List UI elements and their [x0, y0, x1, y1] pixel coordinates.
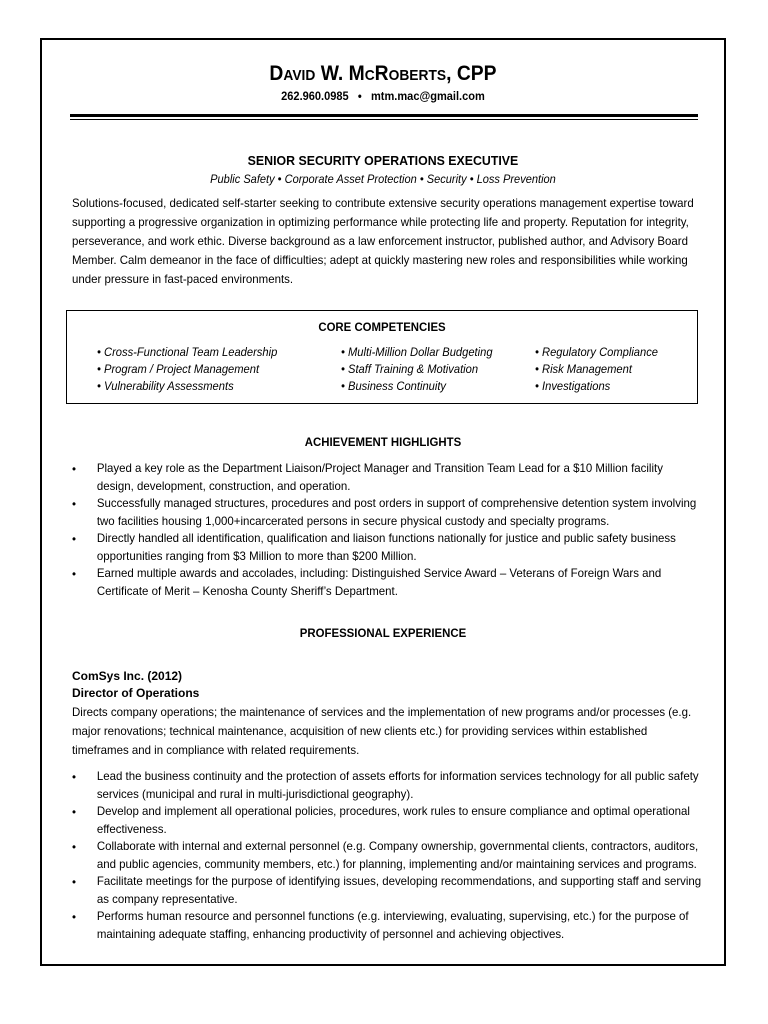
header-divider-thin [70, 119, 698, 120]
competencies-column-3 [535, 344, 658, 395]
bullet-icon: • [72, 770, 77, 784]
list-item: • Develop and implement all operational policies, procedures, work rules to ensure compliance and optimal operational effectiveness. [72, 804, 690, 836]
competency-item: • Program / Project Management [97, 362, 260, 376]
list-item: • Played a key role as the Department Liaison/Project Manager and Transition Team Lead for a $10 Million facility design, development, construction, and operation. [72, 461, 663, 493]
list-item: • Collaborate with internal and external personnel (e.g. Company ownership, governmental clients, contractors, auditors, and public agencies, community members, etc.) for planning, implementing and/or maintaining services and programs. [72, 839, 699, 871]
achievements-list [72, 460, 732, 600]
list-item: • Lead the business continuity and the protection of assets efforts for information services technology for all public safety services (municipal and rural in multi-jurisdictional geography). [72, 769, 699, 801]
core-competencies-box [66, 310, 698, 404]
job-description: Directs company operations; the maintenance of services and the implementation of new programs and/or processes (e.g. major renovations; technical maintenance, acquisition of new clients etc.) for providing services within established timeframes and in compliance with related requirements. [72, 705, 692, 757]
bullet-icon: • [72, 875, 77, 889]
responsibilities-list [72, 768, 732, 943]
list-item: • Directly handled all identification, qualification and liaison functions nationally for justice and public safety business opportunities ranging from $3 Million to more than $200 Million. [72, 531, 676, 563]
list-item: • Performs human resource and personnel functions (e.g. interviewing, evaluating, supervising, etc.) for the purpose of maintaining adequate staffing, enhancing productivity of personnel and achieving objectives. [72, 909, 689, 941]
competency-item: • Cross-Functional Team Leadership [97, 345, 278, 359]
bullet-icon: • [72, 532, 77, 546]
bullet-icon: • [72, 840, 77, 854]
competency-item: • Staff Training & Motivation [341, 362, 479, 376]
list-item: • Successfully managed structures, procedures and post orders in support of comprehensive detention system involving two facilities housing 1,000+incarcerated persons in secure physical custody and specialty programs. [72, 496, 697, 528]
competency-item: • Vulnerability Assessments [97, 379, 234, 393]
competency-item: • Risk Management [535, 362, 632, 376]
competencies-title: CORE COMPETENCIES [318, 320, 446, 334]
email-address: mtm.mac@gmail.com [370, 89, 485, 103]
header-divider-thick [70, 114, 698, 117]
professional-headline: SENIOR SECURITY OPERATIONS EXECUTIVE [247, 153, 519, 168]
competency-item: • Regulatory Compliance [535, 345, 659, 359]
achievements-title: ACHIEVEMENT HIGHLIGHTS [304, 435, 462, 449]
list-item: • Earned multiple awards and accolades, including: Distinguished Service Award – Veterans of Foreign Wars and Certificate of Merit – Kenosha County Sheriff’s Department. [72, 566, 662, 598]
competency-item: • Investigations [535, 379, 611, 393]
professional-summary: Solutions-focused, dedicated self-starter seeking to contribute extensive security operations management expertise toward supporting a progressive organization in optimizing performance while protecting life and property. Reputation for integrity, perseverance, and work ethic. Diverse background as a law enforcement instructor, published author, and Advisory Board Member. Calm demeanor in the face of difficulties; adept at quickly mastering new roles and responsibilities while working under pressure in fast-paced environments. [72, 196, 694, 286]
job-title: Director of Operations [72, 686, 200, 700]
competencies-column-2 [341, 344, 493, 395]
bullet-icon: • [72, 805, 77, 819]
experience-title: PROFESSIONAL EXPERIENCE [299, 626, 467, 640]
competencies-column-1 [97, 344, 277, 395]
phone-number: 262.960.0985 [281, 89, 349, 103]
specialty-tagline: Public Safety • Corporate Asset Protection • Security • Loss Prevention [210, 172, 556, 186]
candidate-name: David W. McRoberts, CPP [269, 62, 497, 85]
bullet-icon: • [72, 910, 77, 924]
contact-line [69, 89, 696, 103]
bullet-icon: • [72, 567, 77, 581]
competency-item: • Business Continuity [341, 379, 447, 393]
resume-page [40, 38, 726, 966]
company-name: ComSys Inc. (2012) [72, 669, 183, 683]
contact-separator: • [357, 89, 362, 103]
competency-item: • Multi-Million Dollar Budgeting [341, 345, 493, 359]
bullet-icon: • [72, 497, 77, 511]
bullet-icon: • [72, 462, 77, 476]
list-item: • Facilitate meetings for the purpose of identifying issues, developing recommendations, and supporting staff and serving as company representative. [72, 874, 702, 906]
